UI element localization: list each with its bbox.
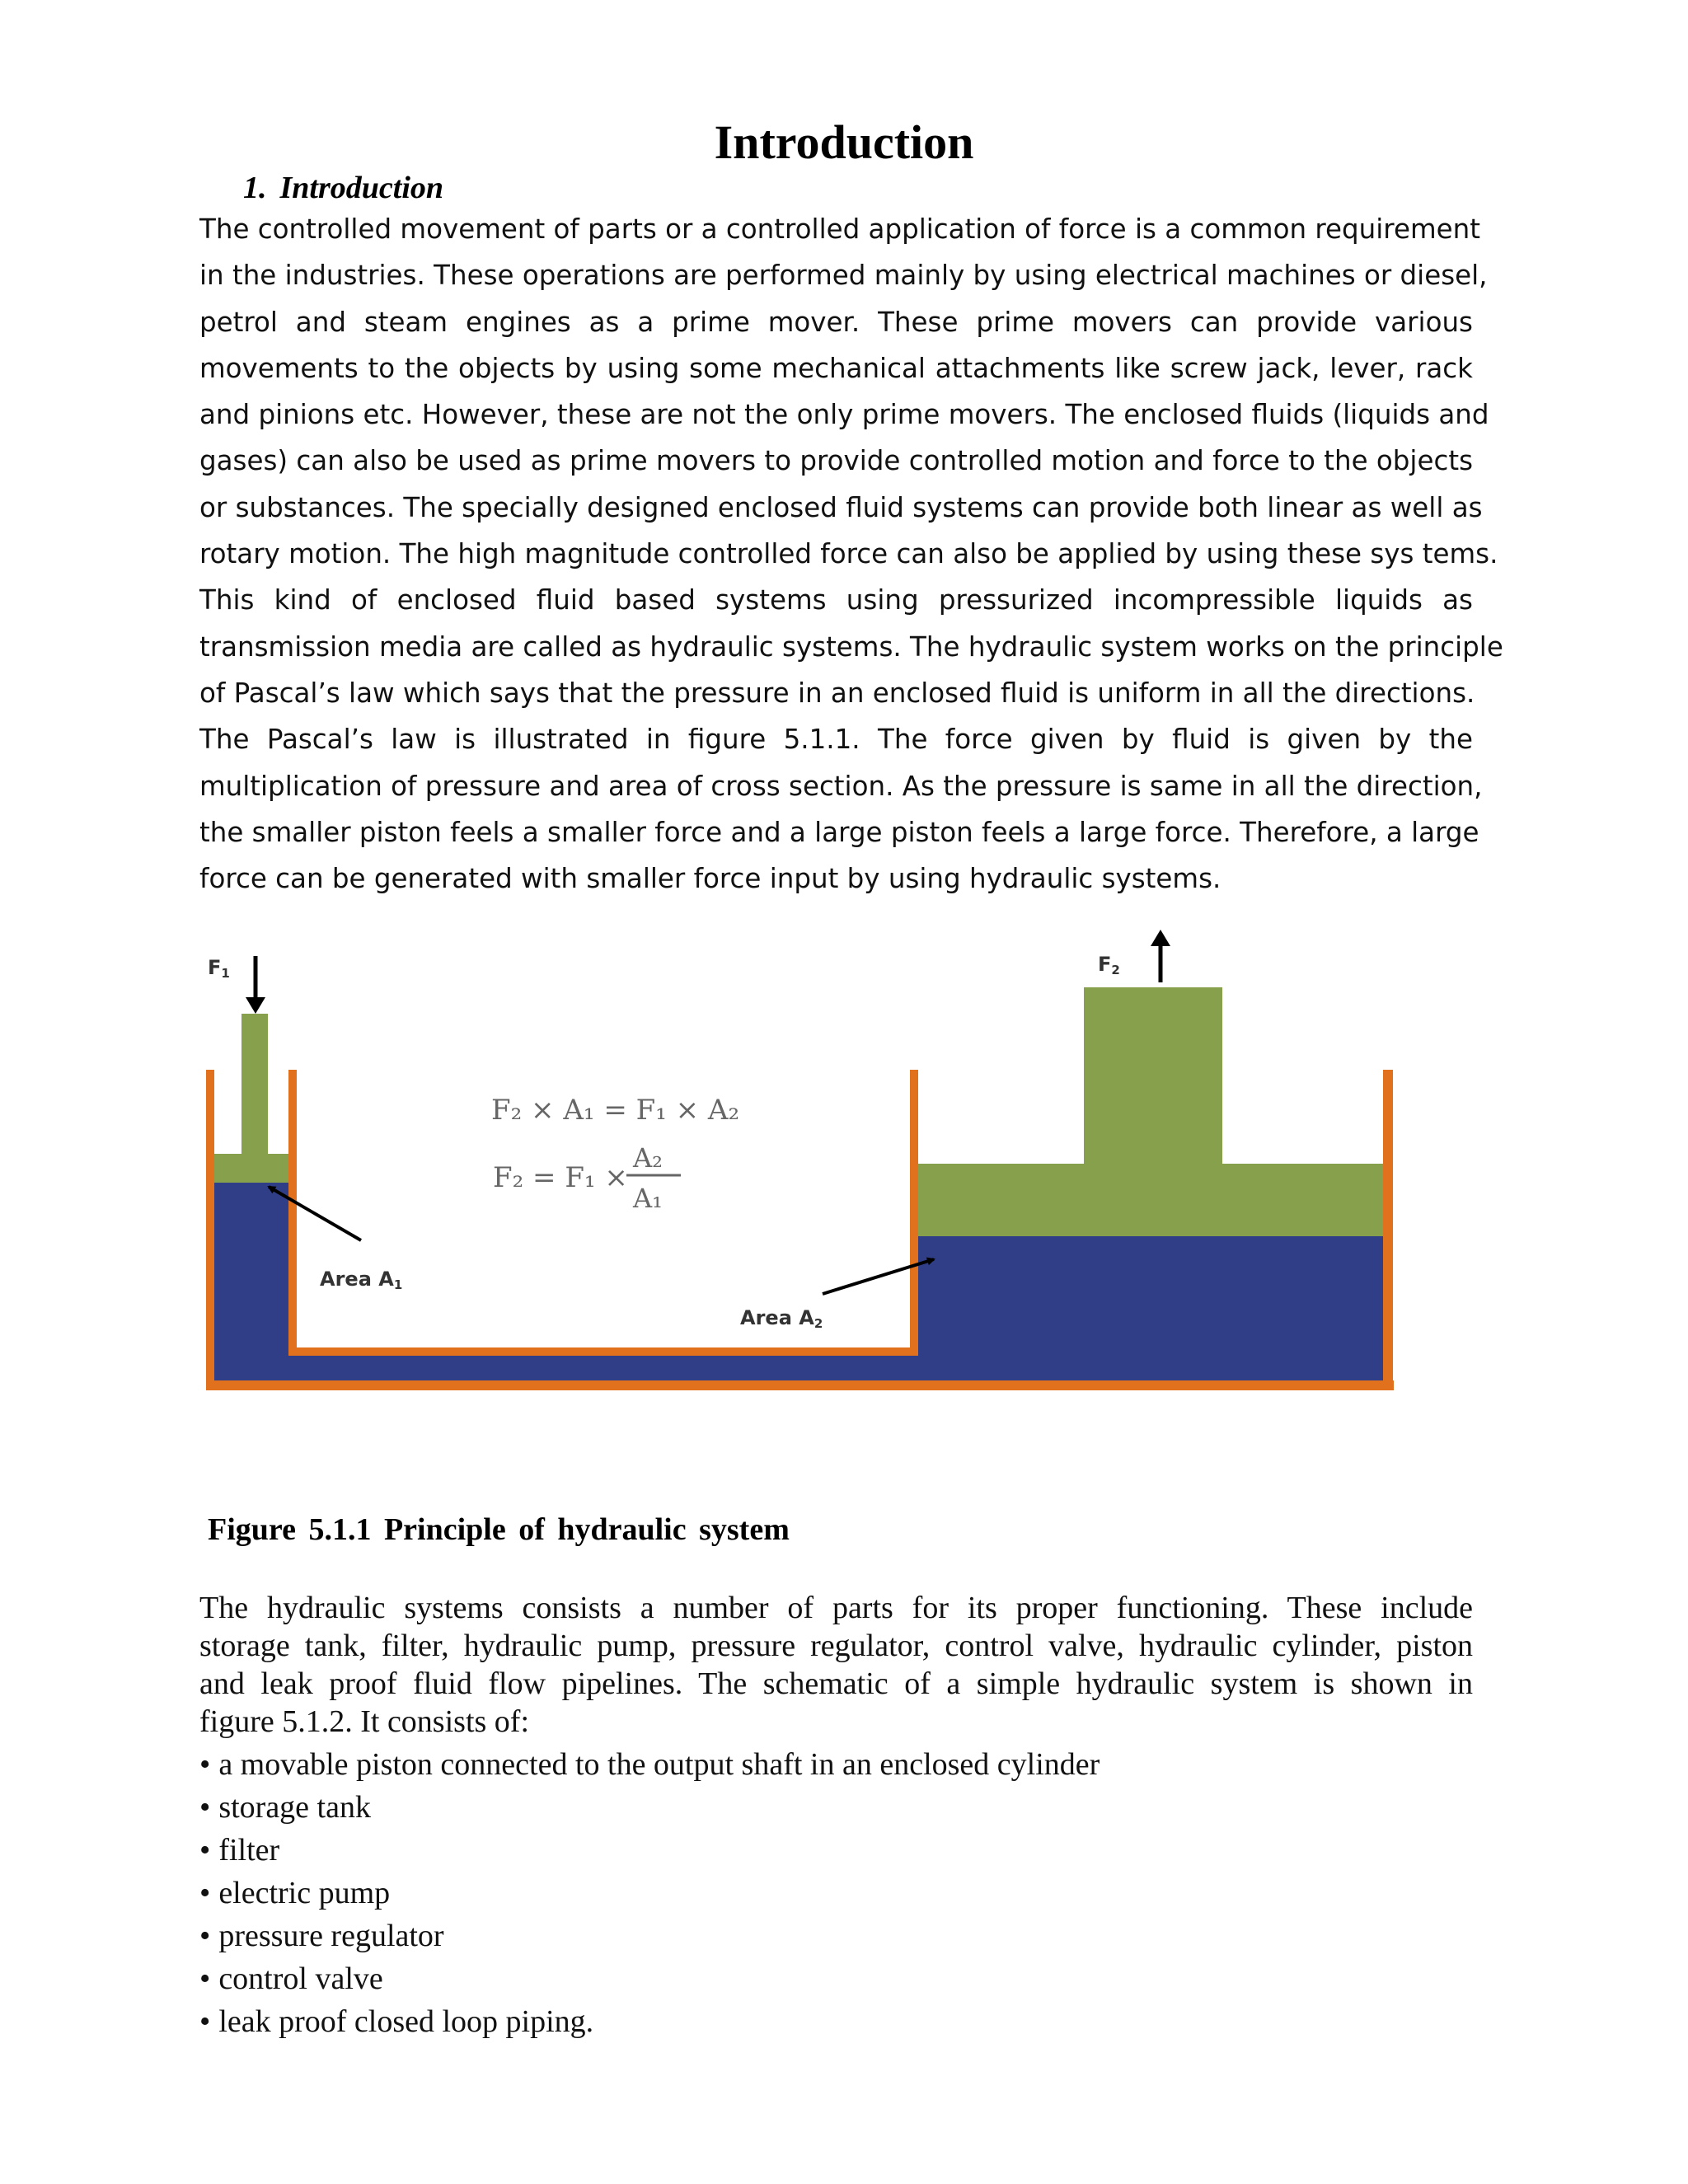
list-item: • filter	[199, 1833, 280, 1868]
body-line: and leak proof fluid flow pipelines. The schematic of a simple hydraulic system is shown in	[199, 1666, 1473, 1701]
bullet-icon: •	[199, 2004, 211, 2039]
figure-caption: Figure 5.1.1 Principle of hydraulic system	[208, 1512, 790, 1547]
f2-label: F2	[1098, 953, 1120, 977]
intro-line: force can be generated with smaller force input by using hydraulic systems.	[199, 863, 1221, 895]
bullet-icon: •	[199, 1876, 211, 1910]
f2-arrow	[1151, 930, 1170, 982]
hydraulic-diagram	[196, 923, 1424, 1459]
page-title: Introduction	[714, 115, 974, 169]
bullet-icon: •	[199, 1747, 211, 1782]
bullet-icon: •	[199, 1833, 211, 1868]
intro-line: multiplication of pressure and area of cross section. As the pressure is same in all the direction,	[199, 770, 1483, 802]
intro-line: transmission media are called as hydraulic systems. The hydraulic system works on the principle	[199, 630, 1503, 663]
list-item: • a movable piston connected to the output shaft in an enclosed cylinder	[199, 1747, 1100, 1782]
body-line: The hydraulic systems consists a number of parts for its proper functioning. These include	[199, 1591, 1473, 1625]
f1-arrow	[246, 956, 265, 1014]
area2-label: Area A2	[740, 1306, 823, 1331]
intro-line: petrol and steam engines as a prime mover. These prime movers can provide various	[199, 306, 1473, 338]
intro-line: movements to the objects by using some mechanical attachments like screw jack, lever, rack	[199, 352, 1473, 384]
intro-line: gases) can also be used as prime movers to provide controlled motion and force to the objects	[199, 445, 1473, 477]
list-item: • leak proof closed loop piping.	[199, 2004, 594, 2039]
bullet-icon: •	[199, 1961, 211, 1996]
intro-line: in the industries. These operations are performed mainly by using electrical machines or diesel,	[199, 260, 1488, 292]
equation-2-lhs: F₂ = F₁ ×	[493, 1161, 628, 1194]
section-heading	[243, 168, 443, 208]
list-item: • pressure regulator	[199, 1919, 444, 1953]
intro-paragraph	[199, 206, 1503, 902]
body-line: storage tank, filter, hydraulic pump, pressure regulator, control valve, hydraulic cylinder, piston	[199, 1629, 1473, 1663]
intro-line: rotary motion. The high magnitude controlled force can also be applied by using these sys tems.	[199, 538, 1498, 570]
intro-line: This kind of enclosed fluid based systems using pressurized incompressible liquids as	[199, 584, 1473, 616]
intro-line: or substances. The specially designed enclosed fluid systems can provide both linear as well as	[199, 491, 1483, 523]
f1-label: F1	[208, 956, 230, 981]
list-item: • control valve	[199, 1961, 383, 1996]
intro-line: and pinions etc. However, these are not the only prime movers. The enclosed fluids (liquids and	[199, 399, 1489, 431]
section-number: 1.	[243, 171, 267, 205]
bullet-icon: •	[199, 1919, 211, 1953]
area1-label: Area A1	[320, 1268, 403, 1292]
list-item: • electric pump	[199, 1876, 391, 1910]
small-piston	[213, 1014, 293, 1183]
equation-1: F₂ × A₁ = F₁ × A₂	[491, 1094, 740, 1127]
equation-2-denominator: A₁	[633, 1183, 663, 1214]
intro-line: of Pascal’s law which says that the pressure in an enclosed fluid is uniform in all the directions.	[199, 677, 1475, 709]
list-item: • storage tank	[199, 1790, 371, 1825]
bullet-icon: •	[199, 1790, 211, 1825]
intro-line: the smaller piston feels a smaller force and a large piston feels a large force. Therefore, a large	[199, 816, 1479, 848]
component-list	[199, 1743, 1100, 2043]
intro-line: The controlled movement of parts or a controlled application of force is a common requirement	[199, 213, 1480, 245]
equation-2-numerator: A₂	[633, 1142, 663, 1174]
components-paragraph	[199, 1589, 1473, 1741]
body-line: figure 5.1.2. It consists of:	[199, 1704, 530, 1739]
section-heading-text: Introduction	[279, 171, 444, 205]
large-piston	[915, 987, 1383, 1236]
intro-line: The Pascal’s law is illustrated in figure 5.1.1. The force given by fluid is given by the	[199, 724, 1473, 756]
